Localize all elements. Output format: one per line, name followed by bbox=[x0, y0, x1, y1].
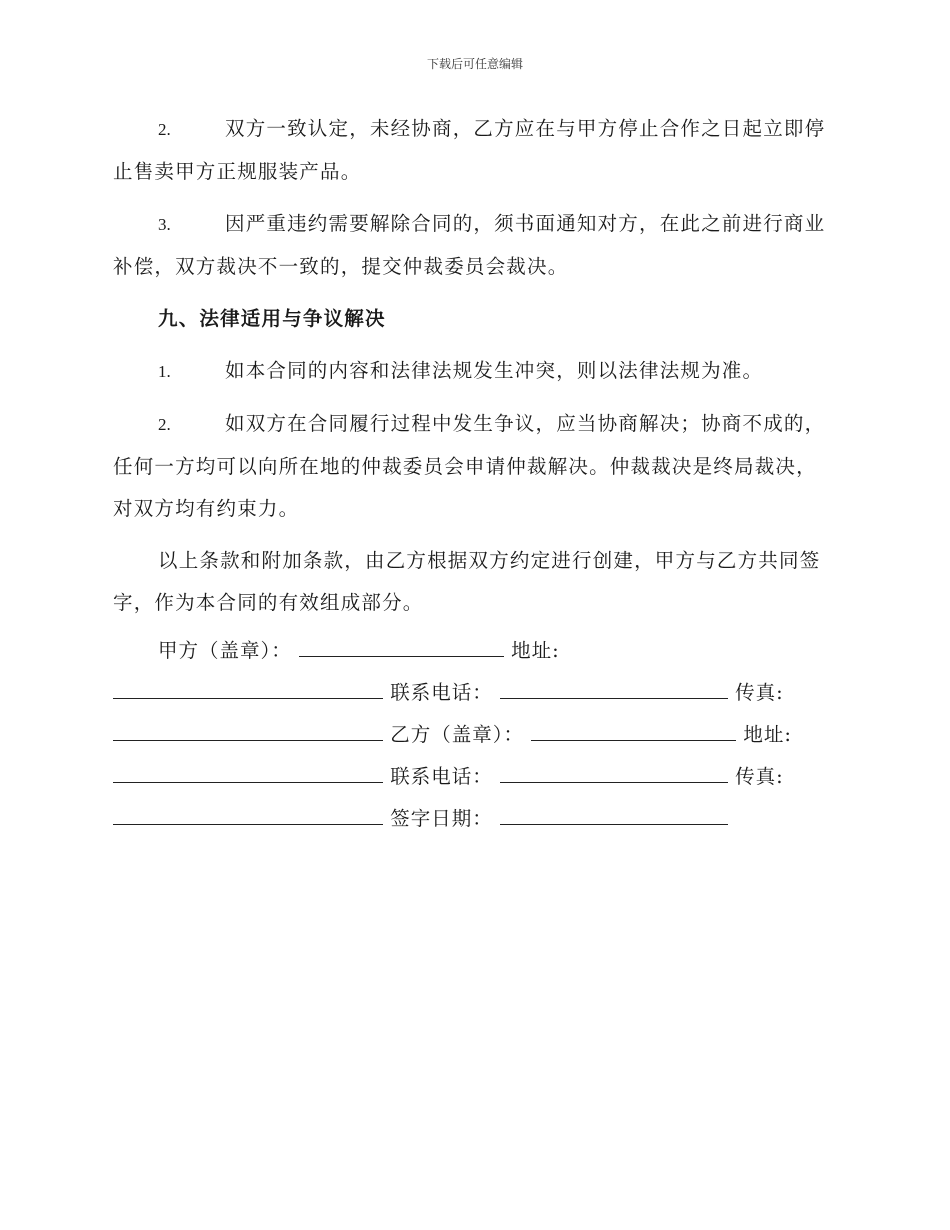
sig-row-2 bbox=[113, 680, 831, 705]
sig-row-4 bbox=[113, 764, 831, 789]
phone-blank[interactable] bbox=[500, 764, 728, 783]
clause-paragraph bbox=[113, 350, 831, 393]
clause-text: 如本合同的内容和法律法规发生冲突，则以法律法规为准。 bbox=[225, 359, 764, 382]
document-body bbox=[113, 108, 831, 634]
clause-paragraph bbox=[113, 403, 831, 530]
sig-row-3 bbox=[113, 722, 831, 747]
phone-label: 联系电话： bbox=[390, 765, 493, 788]
sign-date-blank[interactable] bbox=[500, 806, 728, 825]
party-a-label: 甲方（盖章）： bbox=[158, 639, 292, 662]
clause-number: 1. bbox=[158, 362, 171, 381]
sig-row-5 bbox=[113, 806, 831, 831]
fax-blank[interactable] bbox=[113, 722, 383, 741]
address-label: 地址: bbox=[743, 723, 792, 746]
clause-text: 双方一致认定，未经协商，乙方应在与甲方停止合作之日起立即停止售卖甲方正规服装产品。 bbox=[113, 117, 826, 183]
section-heading: 九、法律适用与争议解决 bbox=[158, 307, 386, 330]
clause-number: 2. bbox=[158, 120, 171, 139]
party-a-blank[interactable] bbox=[299, 638, 504, 657]
page-header: 下载后可任意编辑 bbox=[426, 57, 523, 71]
clause-paragraph bbox=[113, 203, 831, 288]
address-blank[interactable] bbox=[113, 764, 383, 783]
clause-text: 因严重违约需要解除合同的，须书面通知对方，在此之前进行商业补偿，双方裁决不一致的，提交仲裁委员会裁决。 bbox=[113, 212, 826, 278]
address-label: 地址: bbox=[511, 639, 560, 662]
clause-number: 3. bbox=[158, 215, 171, 234]
party-b-label: 乙方（盖章）： bbox=[390, 723, 524, 746]
party-b-blank[interactable] bbox=[531, 722, 736, 741]
closing-paragraph: 以上条款和附加条款，由乙方根据双方约定进行创建，甲方与乙方共同签字，作为本合同的有效组成部分。 bbox=[113, 549, 821, 614]
fax-blank[interactable] bbox=[113, 806, 383, 825]
fax-label: 传真: bbox=[735, 765, 784, 788]
sig-row-1 bbox=[158, 638, 876, 663]
fax-label: 传真: bbox=[735, 681, 784, 704]
phone-blank[interactable] bbox=[500, 680, 728, 699]
address-blank[interactable] bbox=[113, 680, 383, 699]
clause-text: 如双方在合同履行过程中发生争议，应当协商解决；协商不成的，任何一方均可以向所在地的仲裁委员会申请仲裁解决。仲裁裁决是终局裁决，对双方均有约束力。 bbox=[113, 412, 826, 520]
sign-date-label: 签字日期： bbox=[390, 807, 493, 830]
clause-paragraph bbox=[113, 108, 831, 193]
clause-number: 2. bbox=[158, 415, 171, 434]
phone-label: 联系电话： bbox=[390, 681, 493, 704]
